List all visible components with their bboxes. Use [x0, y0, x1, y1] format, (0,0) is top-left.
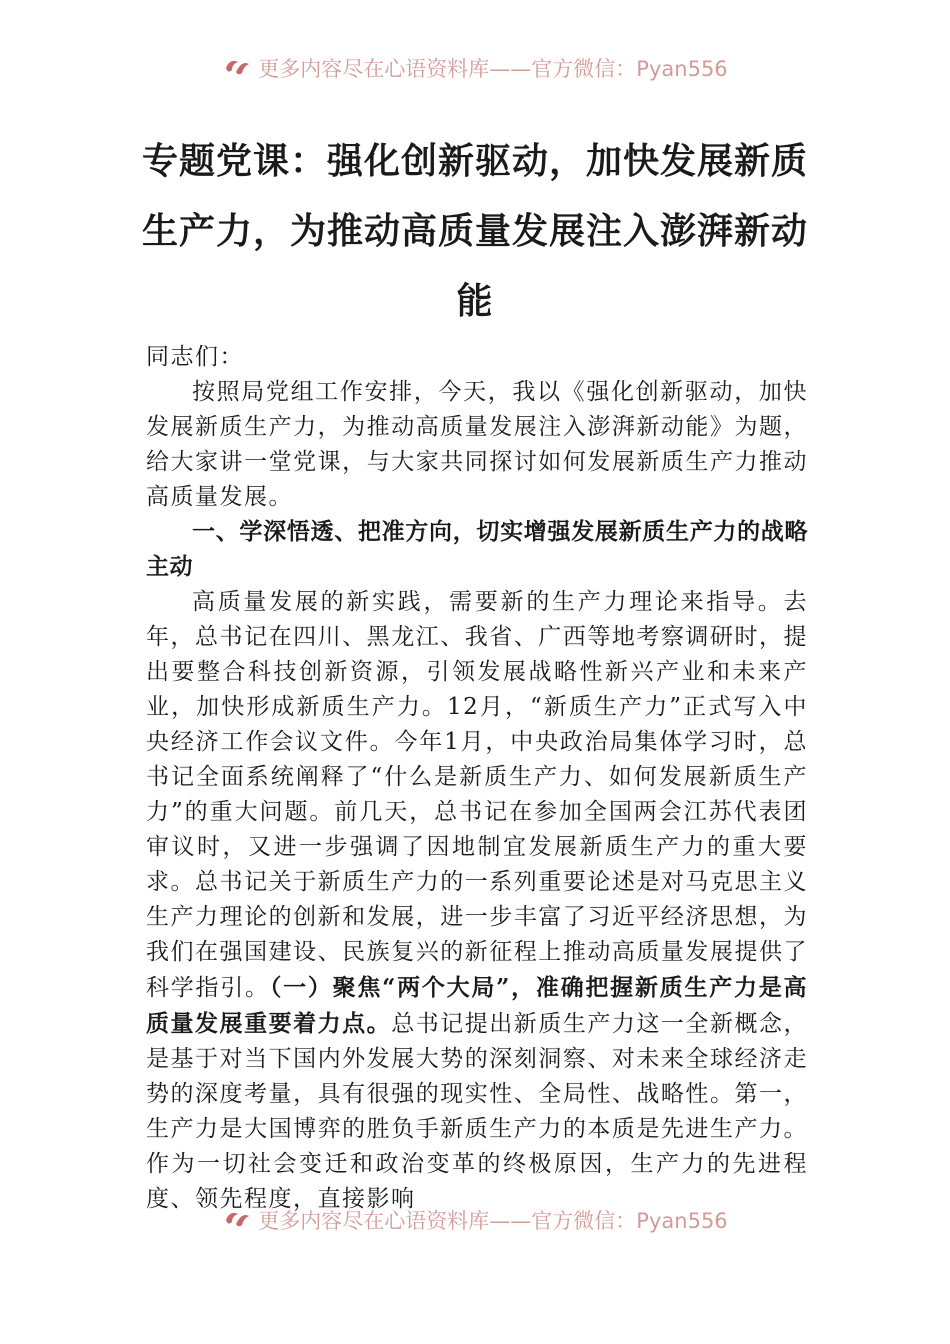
watermark-top	[0, 54, 950, 84]
paragraph-text-continued: 总书记提出新质生产力这一全新概念，是基于对当下国内外发展大势的深刻洞察、对未来全球经济走势的深度考量，具有很强的现实性、全局性、战略性。第一，生产力是大国博弈的胜负手新质生产力的本质是先进生产力。作为一切社会变迁和政治变革的终极原因，生产力的先进程度、领先程度，直接影响	[146, 1011, 809, 1212]
section-heading: 一、学深悟透、把准方向，切实增强发展新质生产力的战略主动	[146, 519, 808, 580]
watermark-logo-icon	[222, 1206, 252, 1238]
body-paragraph	[146, 585, 808, 1217]
watermark-text: 更多内容尽在心语资料库——官方微信：Pyan556	[258, 57, 728, 81]
watermark-bottom	[0, 1206, 950, 1236]
watermark-logo-icon	[222, 54, 252, 86]
salutation: 同志们：	[146, 344, 244, 370]
intro-paragraph: 按照局党组工作安排，今天，我以《强化创新驱动，加快发展新质生产力，为推动高质量发展注入澎湃新动能》为题，给大家讲一堂党课，与大家共同探讨如何发展新质生产力推动高质量发展。	[146, 379, 808, 510]
subsection-heading: （一）聚焦“两个大局”，准确把握新质生产力是高质量发展重要着力点。	[146, 974, 809, 1037]
document-title: 专题党课：强化创新驱动，加快发展新质生产力，为推动高质量发展注入澎湃新动能	[141, 140, 808, 322]
paragraph-text: 高质量发展的新实践，需要新的生产力理论来指导。去年，总书记在四川、黑龙江、我省、广西等地考察调研时，提出要整合科技创新资源，引领发展战略性新兴产业和未来产业，加快形成新质生产力。12月，“新质生产力”正式写入中央经济工作会议文件。今年1月，中央政治局集体学习时，总书记全面系统阐释了“什么是新质生产力、如何发展新质生产力”的重大问题。前几天，总书记在参加全国两会江苏代表团审议时，又进一步强调了因地制宜发展新质生产力的重大要求。总书记关于新质生产力的一系列重要论述是对马克思主义生产力理论的创新和发展，进一步丰富了习近平经济思想，为我们在强国建设、民族复兴的新征程上推动高质量发展提供了科学指引。	[146, 589, 808, 1001]
watermark-text: 更多内容尽在心语资料库——官方微信：Pyan556	[258, 1209, 728, 1233]
document-body	[146, 340, 808, 1217]
